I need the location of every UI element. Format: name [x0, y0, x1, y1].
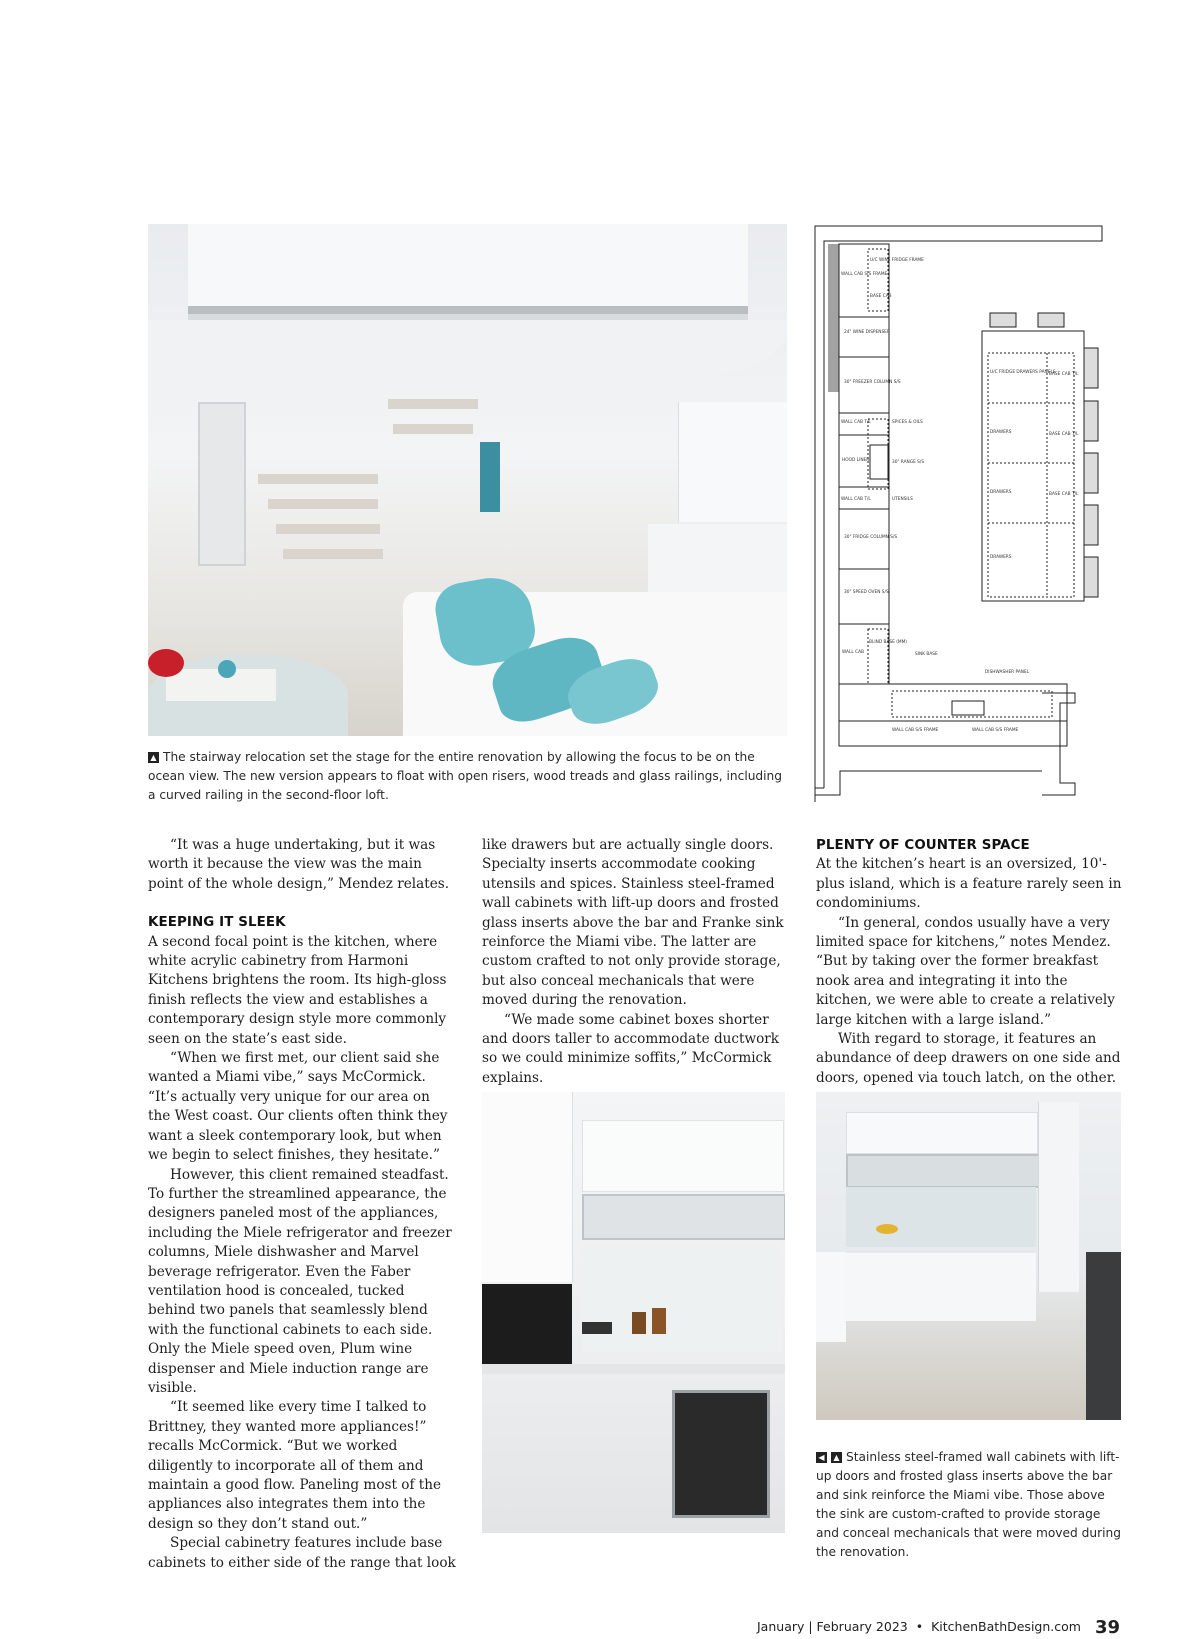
issue-date: January | February 2023: [757, 1619, 908, 1634]
plan-label-island-drawers1: DRAWERS: [990, 430, 1012, 435]
arrow-up-icon: ▲: [831, 1452, 842, 1463]
article-column-2: [482, 836, 787, 1088]
footer-separator: •: [915, 1619, 924, 1634]
plan-label-range: 30" RANGE S/S: [892, 460, 925, 465]
plan-label-base-cab-top: BASE CAB: [870, 294, 892, 299]
page-footer: [757, 1617, 1120, 1638]
plan-label-hood: HOOD LINER: [842, 458, 870, 463]
plan-label-island-fridge: U/C FRIDGE DRAWERS PANELS: [990, 370, 1056, 375]
plan-label-wine-fridge: U/C WINE FRIDGE FRAME: [870, 258, 924, 263]
paragraph: like drawers but are actually single doors. Specialty inserts accommodate cooking utensils and spices. Stainless steel-framed wall cabinets with lift-up doors and frosted glass inserts above the bar and Franke sink reinforce the Miami vibe. The latter are custom crafted to not only provide storage, but also conceal mechanicals that were moved during the renovation.: [482, 837, 784, 1009]
plan-label-wall-cab-mid1: WALL CAB T/L: [841, 420, 871, 425]
plan-label-wall-cab-bot2: WALL CAB S/S FRAME: [972, 728, 1019, 733]
page-number: 39: [1094, 1617, 1120, 1638]
arrow-up-icon: ▲: [148, 752, 159, 763]
plan-label-island-base2: BASE CAB T/L: [1049, 432, 1079, 437]
paragraph: Special cabinetry features include base cabinets to either side of the range that look: [148, 1535, 456, 1571]
paragraph: At the kitchen’s heart is an oversized, 10'-plus island, which is a feature rarely seen in condominiums.: [816, 856, 1122, 912]
plan-label-dishwasher: DISHWASHER PANEL: [985, 670, 1030, 675]
arrow-left-icon: ◀: [816, 1452, 827, 1463]
section-heading-plenty-of-counter-space: PLENTY OF COUNTER SPACE: [816, 838, 1030, 853]
paragraph: “We made some cabinet boxes shorter and doors taller to accommodate ductwork so we could minimize soffits,” McCormick explains.: [482, 1011, 780, 1086]
article-column-3: [816, 836, 1122, 1088]
plan-label-island-base3: BASE CAB T/L: [1049, 492, 1079, 497]
bar-cabinets-photo: [482, 1092, 785, 1533]
stairway-photo: [148, 224, 787, 736]
plan-label-fridge: 30" FRIDGE COLUMN S/S: [844, 535, 898, 540]
plan-label-wall-cab-top: WALL CAB S/S FRAME: [841, 272, 888, 277]
sink-cabinets-photo: [816, 1092, 1121, 1420]
paragraph: However, this client remained steadfast. To further the streamlined appearance, the designers paneled most of the appliances, including the Miele refrigerator and freezer columns, Miele dishwasher and Marvel beverage refrigerator. Even the Faber ventilation hood is concealed, tucked behind two panels that seamlessly blend with the functional cabinets to each side. Only the Miele speed oven, Plum wine dispenser and Miele induction range are visible.: [148, 1166, 452, 1396]
website-link[interactable]: KitchenBathDesign.com: [931, 1619, 1081, 1634]
plan-label-wall-cab-mid2: WALL CAB T/L: [841, 497, 871, 502]
kitchen-floor-plan: [812, 223, 1107, 805]
paragraph: “It seemed like every time I talked to Brittney, they wanted more appliances!” recalls McCormick. “But we worked diligently to incorporate all of them and maintain a good flow. Paneling most of the appliances also integrates them into the design so they don’t stand out.”: [148, 1399, 442, 1532]
plan-label-island-drawers2: DRAWERS: [990, 490, 1012, 495]
sink-caption: ◀ ▲ Stainless steel-framed wall cabinets with lift-up doors and frosted glass inserts above the bar and sink reinforce the Miami vibe. Those above the sink are custom-crafted to provide storage and conceal mechanicals that were moved during the renovation.: [816, 1450, 1121, 1559]
stairway-caption: ▲ The stairway relocation set the stage for the entire renovation by allowing the focus to be on the ocean view. The new version appears to float with open risers, wood treads and glass railings, including a curved railing in the second-floor loft.: [148, 750, 783, 802]
paragraph: “When we first met, our client said she wanted a Miami vibe,” says McCormick. “It’s actually very unique for our area on the West coast. Our clients often think they want a sleek contemporary look, but when we begin to select finishes, they hesitate.”: [148, 1050, 448, 1164]
plan-label-wine-dispenser: 24" WINE DISPENSER: [844, 330, 890, 335]
section-heading-keeping-it-sleek: KEEPING IT SLEEK: [148, 915, 286, 931]
plan-label-spices: SPICES & OILS: [892, 420, 923, 425]
paragraph: With regard to storage, it features an abundance of deep drawers on one side and doors, opened via touch latch, on the other.: [816, 1031, 1121, 1086]
plan-label-wall-cab-low: WALL CAB: [842, 650, 864, 655]
paragraph: A second focal point is the kitchen, where white acrylic cabinetry from Harmoni Kitchens brightens the room. Its high-gloss finish reflects the view and establishes a contemporary design style more commonly seen on the state’s east side.: [148, 933, 447, 1047]
plan-label-island-base1: BASE CAB T/L: [1049, 372, 1079, 377]
plan-label-utensils: UTENSILS: [892, 497, 913, 502]
plan-label-blind-base: BLIND BASE (MM): [869, 640, 907, 645]
plan-label-speed-oven: 30" SPEED OVEN S/S: [844, 590, 889, 595]
paragraph: “In general, condos usually have a very limited space for kitchens,” notes Mendez. “But by taking over the former breakfast nook area and integrating it into the kitchen, we were able to create a relatively large kitchen with a large island.”: [816, 914, 1115, 1028]
plan-label-freezer: 30" FREEZER COLUMN S/S: [844, 380, 901, 385]
plan-label-wall-cab-bot1: WALL CAB S/S FRAME: [892, 728, 939, 733]
plan-label-sink-base: SINK BASE: [915, 652, 938, 657]
paragraph: “It was a huge undertaking, but it was worth it because the view was the main point of the whole design,” Mendez relates.: [148, 837, 450, 892]
plan-label-island-drawers3: DRAWERS: [990, 555, 1012, 560]
article-column-1: [148, 836, 456, 1573]
